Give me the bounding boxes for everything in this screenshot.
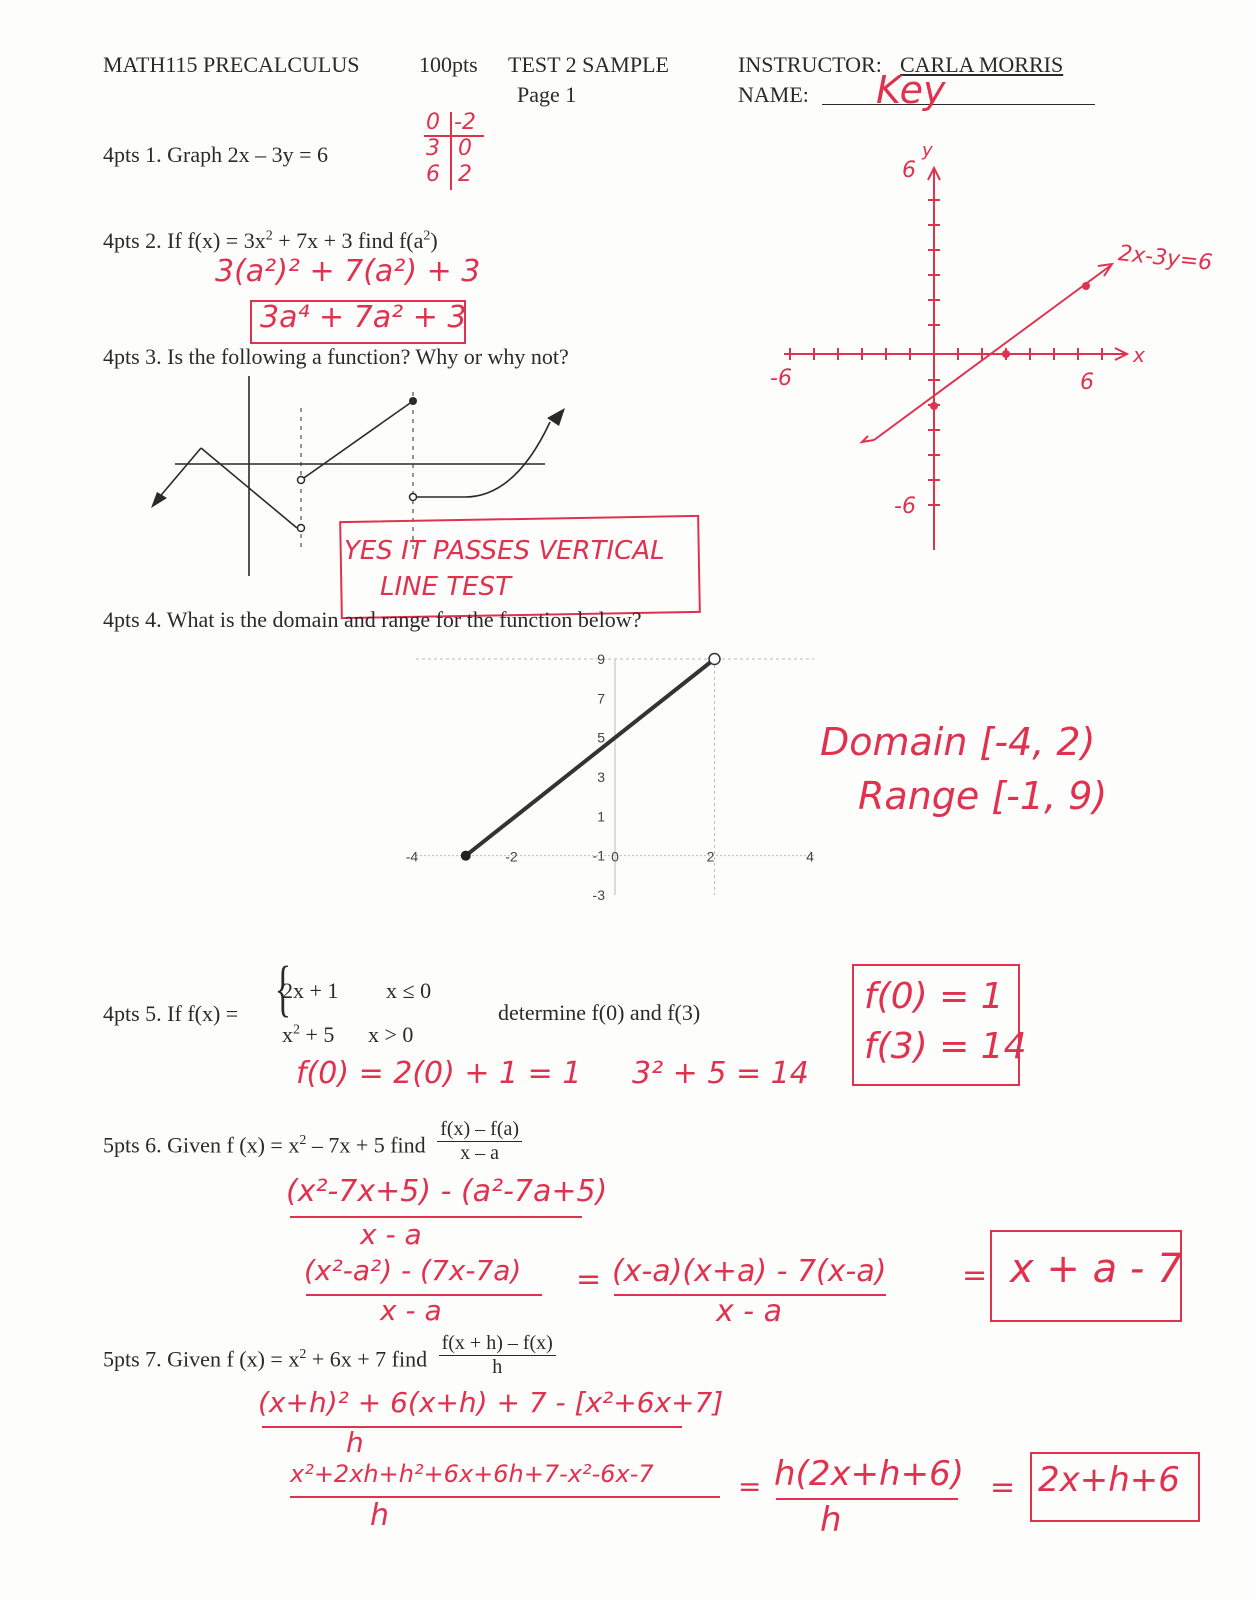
q5-answer-2: f(3) = 14	[864, 1026, 1027, 1067]
q5-determine: determine f(0) and f(3)	[498, 1000, 701, 1025]
q5-work: f(0) = 2(0) + 1 = 1	[296, 1056, 582, 1091]
course-title: MATH115 PRECALCULUS	[103, 52, 360, 77]
q2-prompt	[103, 228, 438, 254]
q1-y-neg-label: -6	[894, 494, 916, 519]
q2-exp-2: 2	[423, 228, 431, 244]
q1-x-neg-label: -6	[770, 366, 792, 391]
q6-frac-num: f(x) – f(a)	[437, 1118, 522, 1142]
q7-prefix: 5pts 7. Given f (x) = x	[103, 1346, 300, 1372]
q1-line-label: 2x-3y=6	[1116, 241, 1214, 276]
q2-prompt-suffix: )	[430, 228, 438, 253]
q6-work1-bar	[290, 1216, 582, 1218]
q1-table-y1: -2	[454, 110, 476, 135]
q4-chart	[400, 645, 860, 905]
q4-y-tick-label: 1	[597, 808, 605, 825]
q3-piece-curve	[465, 422, 550, 497]
q7-work3-num: h(2x+h+6)	[774, 1454, 964, 1494]
q4-y-tick-label: 3	[597, 769, 605, 785]
q6-work3-den: x - a	[716, 1294, 783, 1329]
q4-x-tick-label: 2	[706, 848, 715, 865]
q4-y-tick-label: -3	[592, 887, 605, 903]
q2-prompt-middle: + 7x + 3 find f(a	[272, 228, 424, 253]
q5-prompt-prefix: 4pts 5. If f(x) =	[103, 1001, 239, 1026]
q1-table-x3: 6	[426, 162, 440, 187]
q1-prompt: 4pts 1. Graph 2x – 3y = 6	[103, 142, 329, 167]
q4-x-tick-label: -4	[405, 848, 419, 865]
q5-brace: {	[274, 955, 292, 1023]
q5-case2-exp: 2	[293, 1022, 300, 1038]
q7-work2-num: x²+2xh+h²+6x+6h+7-x²-6x-7	[290, 1460, 654, 1488]
q4-x-tick-label: -2	[505, 848, 518, 865]
q5-work2: 3² + 5 = 14	[632, 1056, 809, 1091]
q6-work2-den: x - a	[380, 1294, 442, 1327]
q1-xy-table	[424, 110, 490, 192]
name-label: NAME:	[738, 82, 809, 107]
q3-piece-left	[157, 448, 201, 500]
q6-equals-1: =	[576, 1262, 602, 1297]
q2-prompt-prefix: 4pts 2. If f(x) = 3x	[103, 228, 266, 253]
q1-table-lines	[424, 110, 490, 192]
test-title: TEST 2 SAMPLE	[508, 52, 669, 77]
q6-middle: – 7x + 5 find	[306, 1132, 426, 1158]
q2-work: 3(a²)² + 7(a²) + 3	[215, 254, 481, 289]
q7-work2-bar	[290, 1496, 720, 1498]
q7-answer: 2x+h+6	[1038, 1460, 1180, 1500]
q6-prompt	[103, 1118, 522, 1171]
q7-work1-bar	[262, 1426, 682, 1428]
q4-closed-endpoint	[461, 851, 471, 861]
q6-equals-2: =	[962, 1258, 988, 1293]
q7-frac-den: h	[492, 1356, 503, 1378]
q1-y-letter: y	[922, 140, 933, 161]
q7-work1-den: h	[346, 1426, 364, 1459]
q7-work1-num: (x+h)² + 6(x+h) + 7 - [x²+6x+7]	[258, 1386, 724, 1419]
q6-work3-num: (x-a)(x+a) - 7(x-a)	[612, 1254, 887, 1289]
q3-piece-mid	[301, 401, 413, 480]
q5-case2	[282, 1022, 334, 1048]
q3-open-point-1	[298, 477, 305, 484]
q6-answer: x + a - 7	[1010, 1246, 1183, 1292]
q6-fraction	[437, 1118, 522, 1165]
name-underline	[822, 104, 1095, 105]
q7-prompt	[103, 1332, 556, 1385]
instructor-label: INSTRUCTOR:	[738, 52, 882, 77]
q7-work3-bar	[776, 1498, 958, 1500]
q3-answer-line1: YES IT PASSES VERTICAL	[344, 536, 665, 566]
q7-exp: 2	[299, 1347, 307, 1363]
q1-table-x1: 0	[426, 110, 440, 135]
q4-y-tick-label: 5	[597, 729, 605, 746]
q6-exp: 2	[299, 1133, 307, 1149]
q4-open-endpoint	[709, 654, 720, 665]
q1-table-y3: 2	[458, 162, 472, 187]
q3-prompt: 4pts 3. Is the following a function? Why or why not?	[103, 344, 569, 369]
q1-point-yint	[930, 402, 938, 410]
q1-table-y2: 0	[458, 136, 472, 161]
q4-y-tick-label: -1	[592, 847, 605, 864]
q6-work1-num: (x²-7x+5) - (a²-7a+5)	[286, 1174, 608, 1209]
q5-case2-cond: x > 0	[368, 1022, 414, 1047]
q7-equals-1: =	[738, 1470, 762, 1503]
instructor-name: CARLA MORRIS	[900, 52, 1064, 77]
q4-y-tick-label: 7	[597, 690, 605, 707]
q4-domain: Domain [-4, 2)	[820, 720, 1096, 764]
q5-case1-expr: 2x + 1	[282, 978, 339, 1003]
q1-x-letter: x	[1133, 343, 1145, 367]
q4-line-segment	[466, 659, 715, 856]
q1-point-3	[1082, 282, 1090, 290]
q5-case2-expr: x	[282, 1022, 293, 1047]
q4-x-tick-label: 0	[611, 848, 619, 865]
q2-answer: 3a⁴ + 7a² + 3	[260, 300, 467, 335]
q5-answer-1: f(0) = 1	[864, 976, 1004, 1017]
q6-frac-den: x – a	[460, 1142, 500, 1164]
q6-work1-den: x - a	[360, 1218, 422, 1251]
q4-y-tick-label: 9	[597, 651, 605, 667]
q7-work3-den: h	[820, 1500, 842, 1540]
name-value: Key	[876, 68, 946, 112]
q3-open-point-3	[410, 494, 417, 501]
q2-exp-1: 2	[265, 228, 273, 244]
q7-frac-num: f(x + h) – f(x)	[439, 1332, 556, 1356]
q1-table-x2: 3	[426, 136, 440, 161]
q6-prefix: 5pts 6. Given f (x) = x	[103, 1132, 300, 1158]
q6-work2-num: (x²-a²) - (7x-7a)	[304, 1254, 522, 1287]
q4-range: Range [-1, 9)	[858, 774, 1108, 818]
q7-work2-den: h	[370, 1498, 390, 1533]
q5-piecewise	[100, 955, 440, 1052]
q4-x-tick-label: 4	[806, 848, 814, 865]
q1-x-pos-label: 6	[1080, 370, 1094, 395]
q3-answer-line2: LINE TEST	[380, 572, 511, 602]
q5-case1-cond: x ≤ 0	[386, 978, 432, 1003]
q3-open-point-2	[298, 525, 305, 532]
points-total: 100pts	[419, 52, 478, 77]
q5-case2-rest: + 5	[300, 1022, 335, 1047]
q7-fraction	[439, 1332, 556, 1379]
q1-point-xint	[1002, 350, 1010, 358]
q3-answer-box	[339, 515, 701, 619]
q7-middle: + 6x + 7 find	[306, 1346, 428, 1372]
q7-equals-2: =	[990, 1470, 1016, 1505]
q1-y-top-label: 6	[902, 158, 916, 183]
q1-ticks	[790, 200, 1102, 505]
page-number: Page 1	[517, 82, 577, 107]
q3-closed-point	[409, 397, 417, 405]
q4-prompt: 4pts 4. What is the domain and range for the function below?	[103, 607, 642, 632]
